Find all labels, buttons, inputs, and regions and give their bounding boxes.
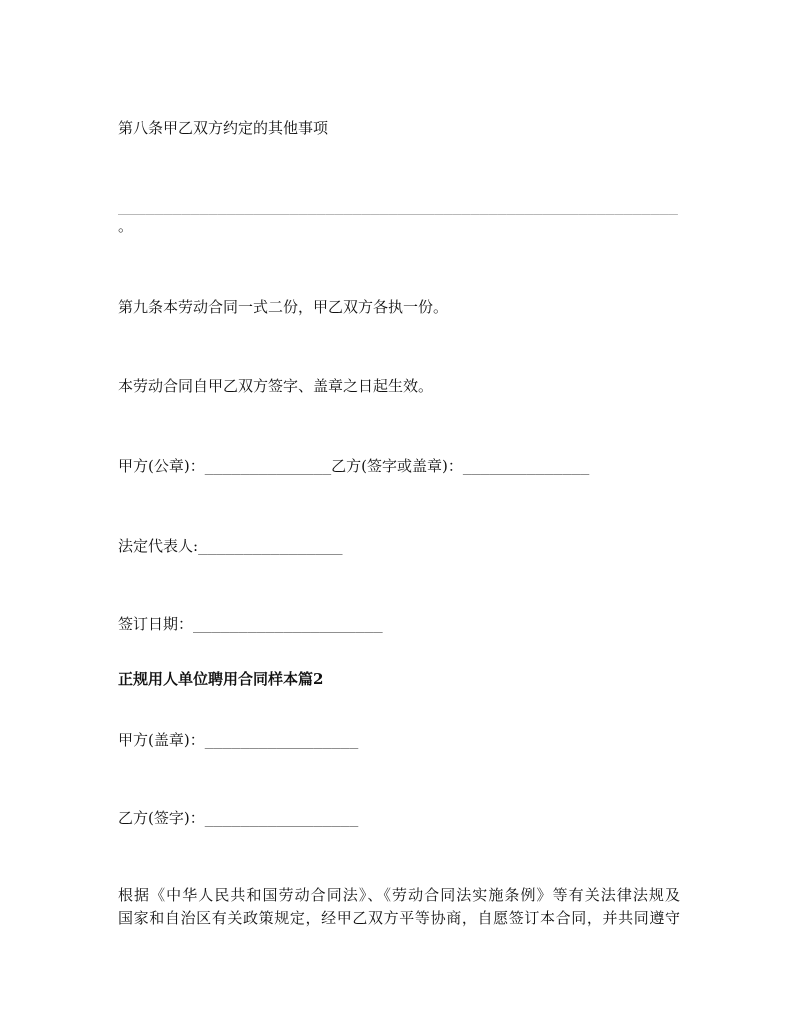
signing-date-row bbox=[118, 614, 383, 634]
signature-row bbox=[118, 456, 589, 476]
article-8-end-mark: 。 bbox=[118, 217, 134, 235]
intro-line: 国家和自治区有关政策规定，经甲乙双方平等协商，自愿签订本合同，并共同遵守 bbox=[118, 909, 680, 927]
legal-representative-blank: ________________ bbox=[198, 537, 343, 555]
legal-representative-label: 法定代表人: bbox=[118, 537, 199, 555]
article-8-title: 第八条甲乙双方约定的其他事项 bbox=[118, 119, 329, 137]
section-2-party-a-row bbox=[118, 730, 358, 750]
section-2-party-b-label: 乙方(签字)： bbox=[118, 809, 205, 827]
article-8-blank-line: ______________________________________________________________ bbox=[118, 197, 678, 215]
signing-date-label: 签订日期： bbox=[118, 615, 194, 633]
intro-line: 根据《中华人民共和国劳动合同法》、《劳动合同法实施条例》等有关法律法规及 bbox=[118, 886, 680, 904]
section-2-party-b-row bbox=[118, 808, 358, 828]
section-2-party-b-blank: _________________ bbox=[204, 809, 359, 827]
signing-date-blank: _____________________ bbox=[193, 615, 383, 633]
legal-representative-row bbox=[118, 536, 343, 556]
party-a-seal-label: 甲方(公章)： bbox=[118, 457, 205, 475]
section-2-party-a-blank: _________________ bbox=[204, 731, 359, 749]
effective-clause: 本劳动合同自甲乙双方签字、盖章之日起生效。 bbox=[118, 377, 434, 395]
section-2-intro-paragraph bbox=[118, 884, 680, 930]
party-b-sign-label: 乙方(签字或盖章)： bbox=[331, 457, 463, 475]
section-2-party-a-label: 甲方(盖章)： bbox=[118, 731, 205, 749]
section-2-heading: 正规用人单位聘用合同样本篇2 bbox=[118, 670, 324, 688]
party-b-sign-blank: ______________ bbox=[462, 457, 590, 475]
party-a-seal-blank: ______________ bbox=[204, 457, 332, 475]
article-9-text: 第九条本劳动合同一式二份，甲乙双方各执一份。 bbox=[118, 298, 449, 316]
